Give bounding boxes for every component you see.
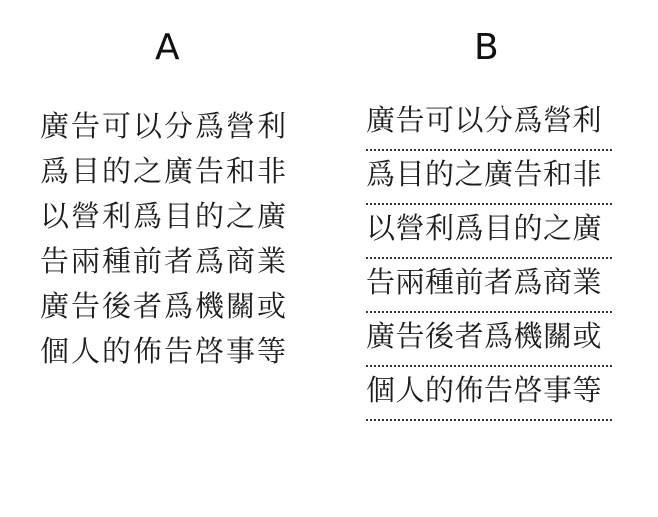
dotted-rule [366, 365, 612, 367]
panel-b-line [366, 370, 612, 424]
panel-a-line: 以營利爲目的之廣 [40, 199, 289, 233]
panel-b-line-text: 以營利爲目的之廣 [366, 211, 603, 245]
panel-a-line: 個人的佈告啓事等 [40, 334, 289, 368]
panel-a-label: A [155, 27, 180, 68]
panel-b-line [366, 262, 612, 316]
panel-a-line: 廣告後者爲機關或 [40, 289, 289, 323]
panel-a-text-block [40, 104, 288, 374]
panel-b-line [366, 208, 612, 262]
panel-a-line: 告兩種前者爲商業 [40, 244, 289, 278]
panel-a-line: 爲目的之廣告和非 [40, 154, 289, 188]
dotted-rule [366, 257, 612, 259]
panel-b-line [366, 100, 612, 154]
panel-b-line-text: 告兩種前者爲商業 [366, 265, 603, 299]
panel-b-text-block [366, 100, 612, 424]
panel-a-line: 廣告可以分爲營利 [40, 109, 289, 143]
dotted-rule [366, 203, 612, 205]
panel-b-line-text: 廣告後者爲機關或 [366, 319, 603, 353]
dotted-rule [366, 149, 612, 151]
dotted-rule [366, 419, 612, 421]
panel-b-label: B [474, 27, 499, 68]
panel-b-line-text: 個人的佈告啓事等 [366, 373, 603, 407]
panel-b-line-text: 爲目的之廣告和非 [366, 157, 603, 191]
panel-b-line [366, 316, 612, 370]
panel-b-line [366, 154, 612, 208]
dotted-rule [366, 311, 612, 313]
panel-b-line-text: 廣告可以分爲營利 [366, 103, 603, 137]
